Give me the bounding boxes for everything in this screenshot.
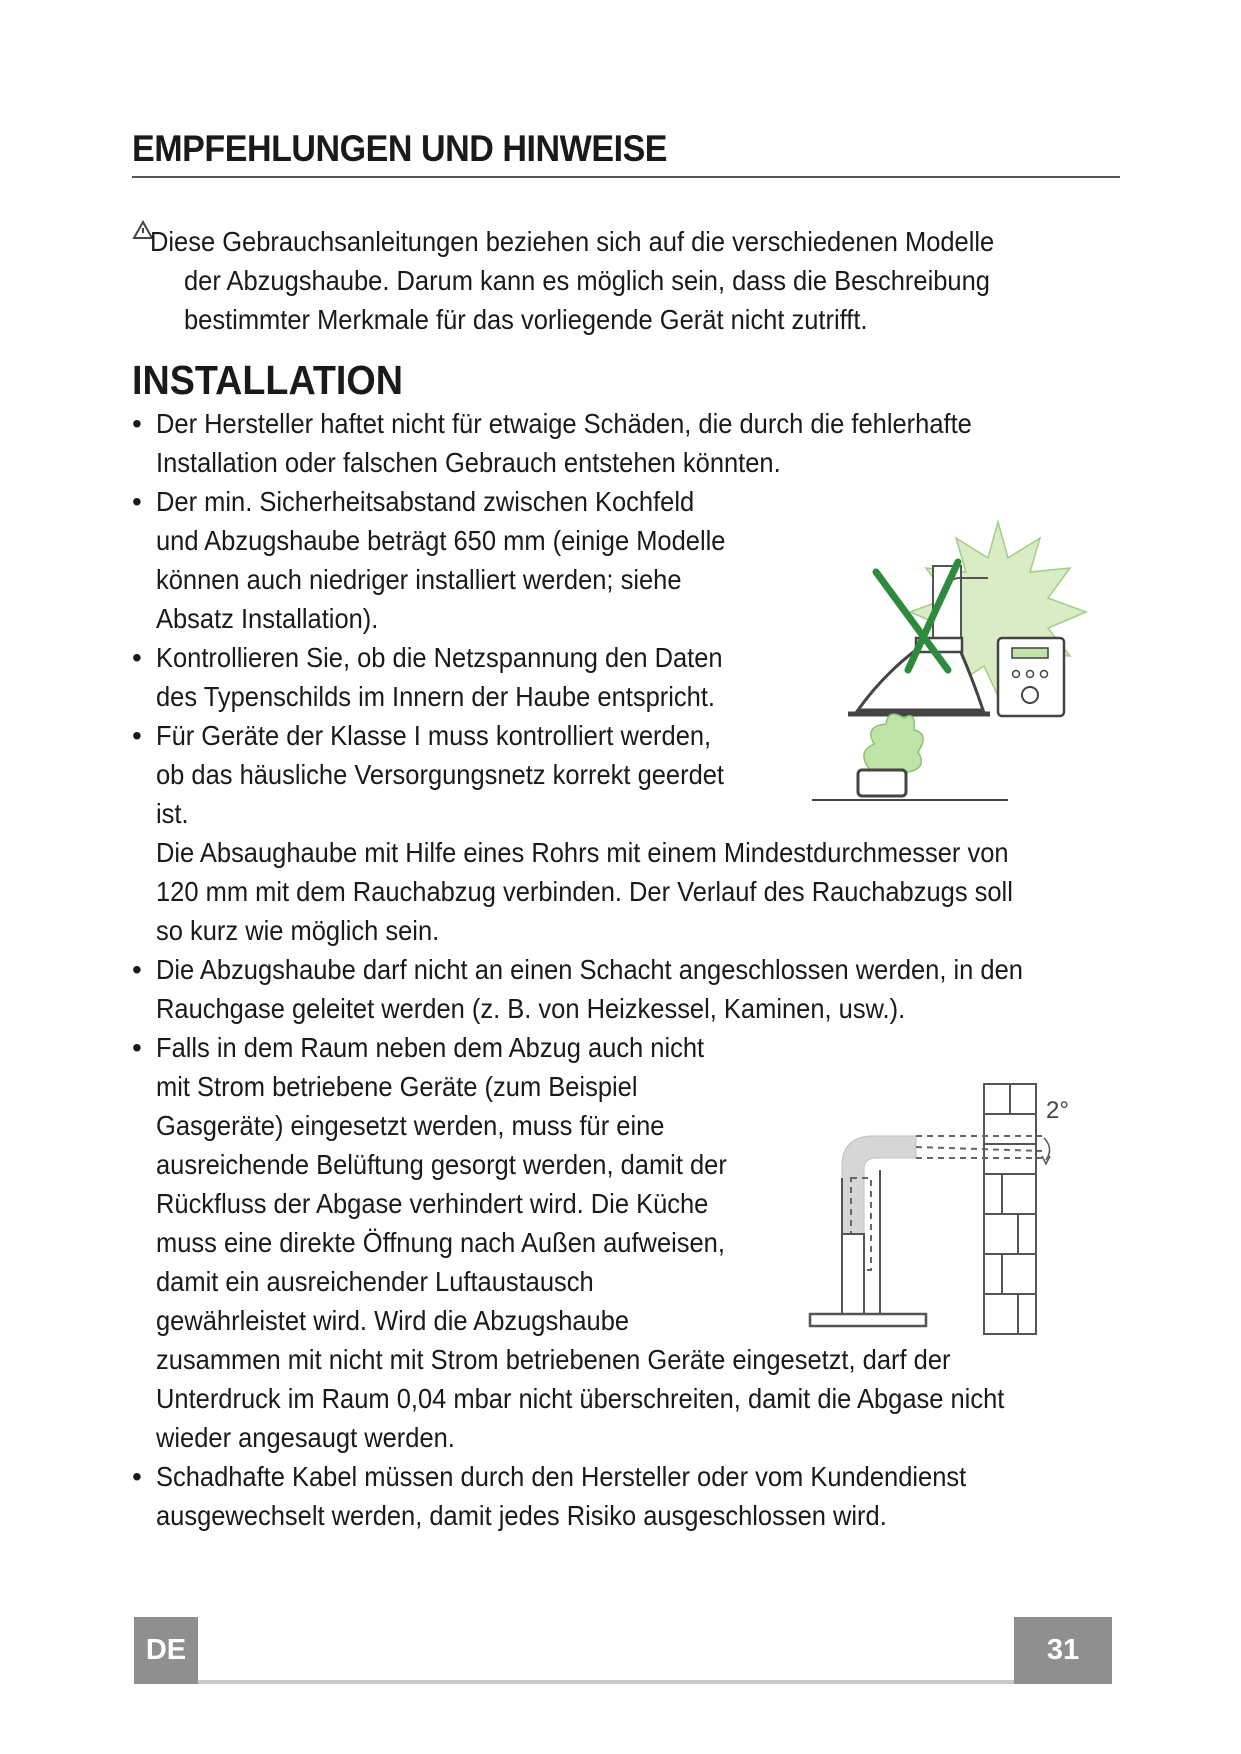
installation-item bbox=[132, 950, 1092, 1028]
installation-line: ausreichende Belüftung gesorgt werden, damit der bbox=[156, 1149, 727, 1180]
installation-item bbox=[132, 1457, 1092, 1535]
installation-line: Installation oder falschen Gebrauch entstehen könnten. bbox=[156, 447, 781, 478]
installation-line: Gasgeräte) eingesetzt werden, muss für eine bbox=[156, 1110, 665, 1141]
installation-line: zusammen mit nicht mit Strom betriebenen Geräte eingesetzt, darf der bbox=[156, 1344, 951, 1375]
bullet-marker: • bbox=[132, 486, 142, 517]
installation-line: 120 mm mit dem Rauchabzug verbinden. Der Verlauf des Rauchabzugs soll bbox=[156, 876, 1013, 907]
installation-line: Absatz Installation). bbox=[156, 603, 379, 634]
installation-line: Der Hersteller haftet nicht für etwaige Schäden, die durch die fehlerhafte bbox=[156, 408, 972, 439]
installation-line: können auch niedriger installiert werden; siehe bbox=[156, 564, 682, 595]
installation-title: INSTALLATION bbox=[132, 357, 403, 403]
bullet-marker: • bbox=[132, 720, 142, 751]
installation-line: Die Abzugshaube darf nicht an einen Schacht angeschlossen werden, in den bbox=[156, 954, 1023, 985]
bullet-marker: • bbox=[132, 408, 142, 439]
installation-line: Für Geräte der Klasse I muss kontrolliert werden, bbox=[156, 720, 712, 751]
section-title: EMPFEHLUNGEN UND HINWEISE bbox=[132, 128, 668, 169]
installation-line: und Abzugshaube beträgt 650 mm (einige Modelle bbox=[156, 525, 726, 556]
installation-item bbox=[132, 404, 1092, 482]
bullet-marker: • bbox=[132, 954, 142, 985]
model-note bbox=[132, 222, 1072, 339]
installation-line: ist. bbox=[156, 798, 189, 829]
installation-line: damit ein ausreichender Luftaustausch bbox=[156, 1266, 594, 1297]
installation-item bbox=[132, 833, 1092, 950]
title-divider bbox=[132, 176, 1120, 178]
installation-line: des Typenschilds im Innern der Haube entspricht. bbox=[156, 681, 715, 712]
duct-angle-label: 2° bbox=[1046, 1097, 1069, 1124]
hood-duct-wall-illustration bbox=[806, 1078, 1096, 1340]
installation-line: mit Strom betriebene Geräte (zum Beispiel bbox=[156, 1071, 638, 1102]
note-line: bestimmter Merkmale für das vorliegende Gerät nicht zutrifft. bbox=[184, 304, 868, 335]
installation-line: Unterdruck im Raum 0,04 mbar nicht überschreiten, damit die Abgase nicht bbox=[156, 1383, 1005, 1414]
bullet-marker: • bbox=[132, 1032, 142, 1063]
installation-line: muss eine direkte Öffnung nach Außen aufweisen, bbox=[156, 1227, 725, 1258]
installation-line: Die Absaughaube mit Hilfe eines Rohrs mit einem Mindestdurchmesser von bbox=[156, 837, 1009, 868]
page-number: 31 bbox=[1014, 1617, 1112, 1684]
installation-line: Kontrollieren Sie, ob die Netzspannung den Daten bbox=[156, 642, 723, 673]
installation-line: so kurz wie möglich sein. bbox=[156, 915, 440, 946]
installation-line: Rauchgase geleitet werden (z. B. von Heizkessel, Kaminen, usw.). bbox=[156, 993, 906, 1024]
hood-boiler-prohibited-illustration bbox=[808, 520, 1088, 802]
installation-line: wieder angesaugt werden. bbox=[156, 1422, 455, 1453]
installation-line: ausgewechselt werden, damit jedes Risiko ausgeschlossen wird. bbox=[156, 1500, 887, 1531]
bullet-marker: • bbox=[132, 1461, 142, 1492]
language-tab: DE bbox=[134, 1617, 198, 1684]
installation-line: gewährleistet wird. Wird die Abzugshaube bbox=[156, 1305, 630, 1336]
installation-line: Rückfluss der Abgase verhindert wird. Die Küche bbox=[156, 1188, 709, 1219]
bullet-marker: • bbox=[132, 642, 142, 673]
installation-line: Schadhafte Kabel müssen durch den Hersteller oder vom Kundendienst bbox=[156, 1461, 967, 1492]
note-line: Diese Gebrauchsanleitungen beziehen sich auf die verschiedenen Modelle bbox=[150, 226, 995, 257]
installation-line: Falls in dem Raum neben dem Abzug auch nicht bbox=[156, 1032, 705, 1063]
note-line: der Abzugshaube. Darum kann es möglich sein, dass die Beschreibung bbox=[184, 265, 990, 296]
installation-line: ob das häusliche Versorgungsnetz korrekt geerdet bbox=[156, 759, 724, 790]
footer-bar bbox=[134, 1680, 1112, 1684]
installation-line: Der min. Sicherheitsabstand zwischen Kochfeld bbox=[156, 486, 695, 517]
